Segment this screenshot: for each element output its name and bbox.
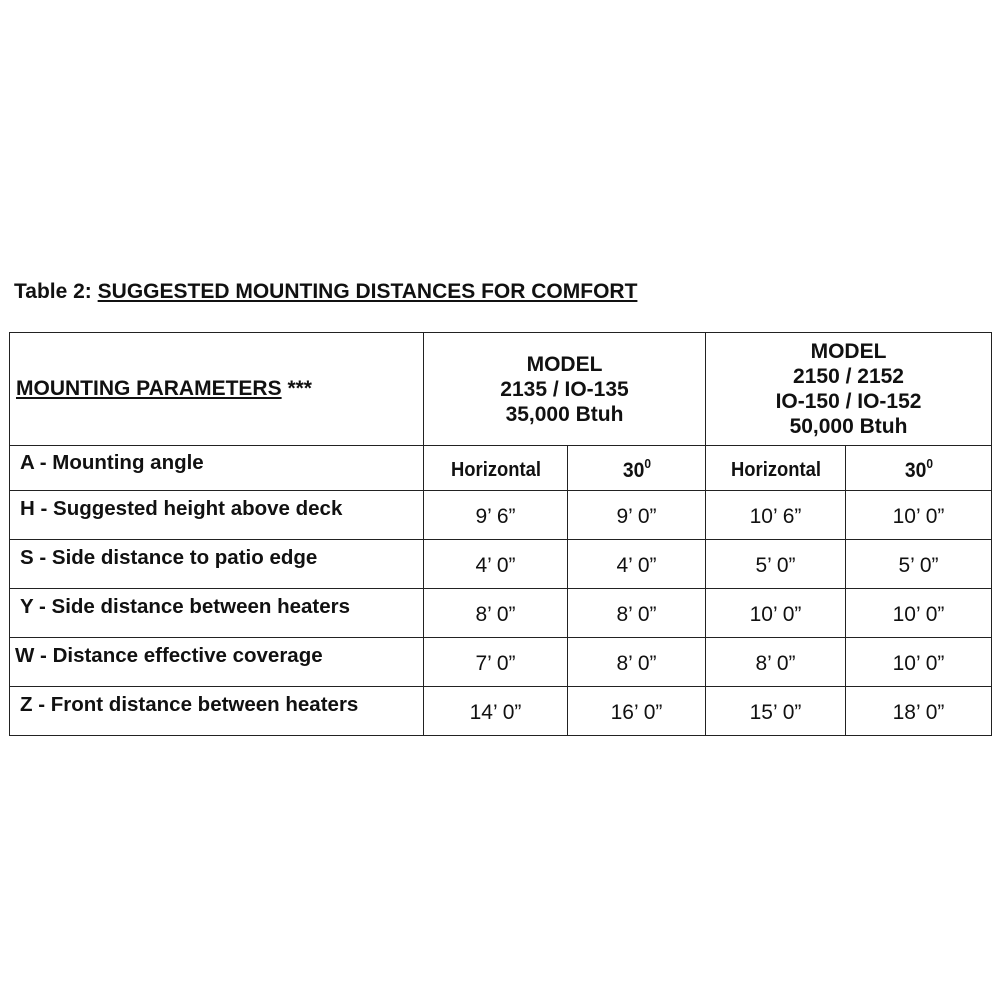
table-cell: 18’ 0” bbox=[846, 687, 992, 736]
model-2150-header bbox=[706, 333, 992, 446]
mounting-parameters-header bbox=[10, 333, 424, 446]
degree-mark: 0 bbox=[643, 456, 651, 471]
table-cell: 15’ 0” bbox=[706, 687, 846, 736]
row-label: W - Distance effective coverage bbox=[10, 638, 424, 687]
table-cell: 9’ 6” bbox=[424, 491, 568, 540]
model-numbers-io: IO-150 / IO-152 bbox=[775, 390, 922, 413]
table-cell: 8’ 0” bbox=[568, 589, 706, 638]
model-2135-header bbox=[424, 333, 706, 446]
angle-value: 30 bbox=[904, 459, 926, 482]
table-row-mounting-angle bbox=[10, 446, 992, 491]
row-label: Y - Side distance between heaters bbox=[10, 589, 424, 638]
table-cell: 10’ 0” bbox=[846, 491, 992, 540]
table-cell: 10’ 0” bbox=[846, 638, 992, 687]
table-cell: 9’ 0” bbox=[568, 491, 706, 540]
table-cell: 4’ 0” bbox=[568, 540, 706, 589]
model-label: MODEL bbox=[810, 340, 887, 363]
table-cell: 4’ 0” bbox=[424, 540, 568, 589]
model-btuh: 50,000 Btuh bbox=[789, 415, 908, 438]
cell-angle bbox=[573, 446, 700, 491]
row-label: Z - Front distance between heaters bbox=[10, 687, 424, 736]
cell-angle bbox=[851, 446, 985, 491]
header-row bbox=[10, 333, 992, 446]
mounting-parameters-label: MOUNTING PARAMETERS bbox=[16, 377, 282, 400]
model-numbers: 2135 / IO-135 bbox=[500, 377, 629, 401]
table-cell: 7’ 0” bbox=[424, 638, 568, 687]
table-cell: 10’ 6” bbox=[706, 491, 846, 540]
table-cell: 5’ 0” bbox=[706, 540, 846, 589]
table-cell: 8’ 0” bbox=[706, 638, 846, 687]
table-cell: 14’ 0” bbox=[424, 687, 568, 736]
caption-title: SUGGESTED MOUNTING DISTANCES FOR COMFORT bbox=[97, 280, 638, 303]
table-cell: 10’ 0” bbox=[706, 589, 846, 638]
table-row-side-patio bbox=[10, 540, 992, 589]
degree-mark: 0 bbox=[925, 456, 933, 471]
table-cell: 8’ 0” bbox=[568, 638, 706, 687]
cell-horizontal: Horizontal bbox=[711, 446, 840, 491]
model-numbers: 2150 / 2152 bbox=[793, 365, 904, 388]
mounting-parameters-asterisks: *** bbox=[281, 377, 312, 400]
caption-prefix: Table 2: bbox=[14, 280, 98, 303]
table-cell: 5’ 0” bbox=[846, 540, 992, 589]
table-cell: 8’ 0” bbox=[424, 589, 568, 638]
table-cell: 10’ 0” bbox=[846, 589, 992, 638]
table-caption bbox=[14, 280, 637, 304]
table-row-front-heaters bbox=[10, 687, 992, 736]
table-row-coverage bbox=[10, 638, 992, 687]
table-row-height bbox=[10, 491, 992, 540]
table-row-side-heaters bbox=[10, 589, 992, 638]
row-label: S - Side distance to patio edge bbox=[10, 540, 424, 589]
model-label: MODEL bbox=[526, 352, 603, 376]
cell-horizontal: Horizontal bbox=[429, 446, 561, 491]
angle-value: 30 bbox=[622, 459, 644, 482]
table-cell: 16’ 0” bbox=[568, 687, 706, 736]
mounting-distances-table bbox=[9, 332, 992, 736]
model-btuh: 35,000 Btuh bbox=[505, 402, 624, 426]
row-label: H - Suggested height above deck bbox=[10, 491, 424, 540]
row-label: A - Mounting angle bbox=[10, 446, 424, 491]
